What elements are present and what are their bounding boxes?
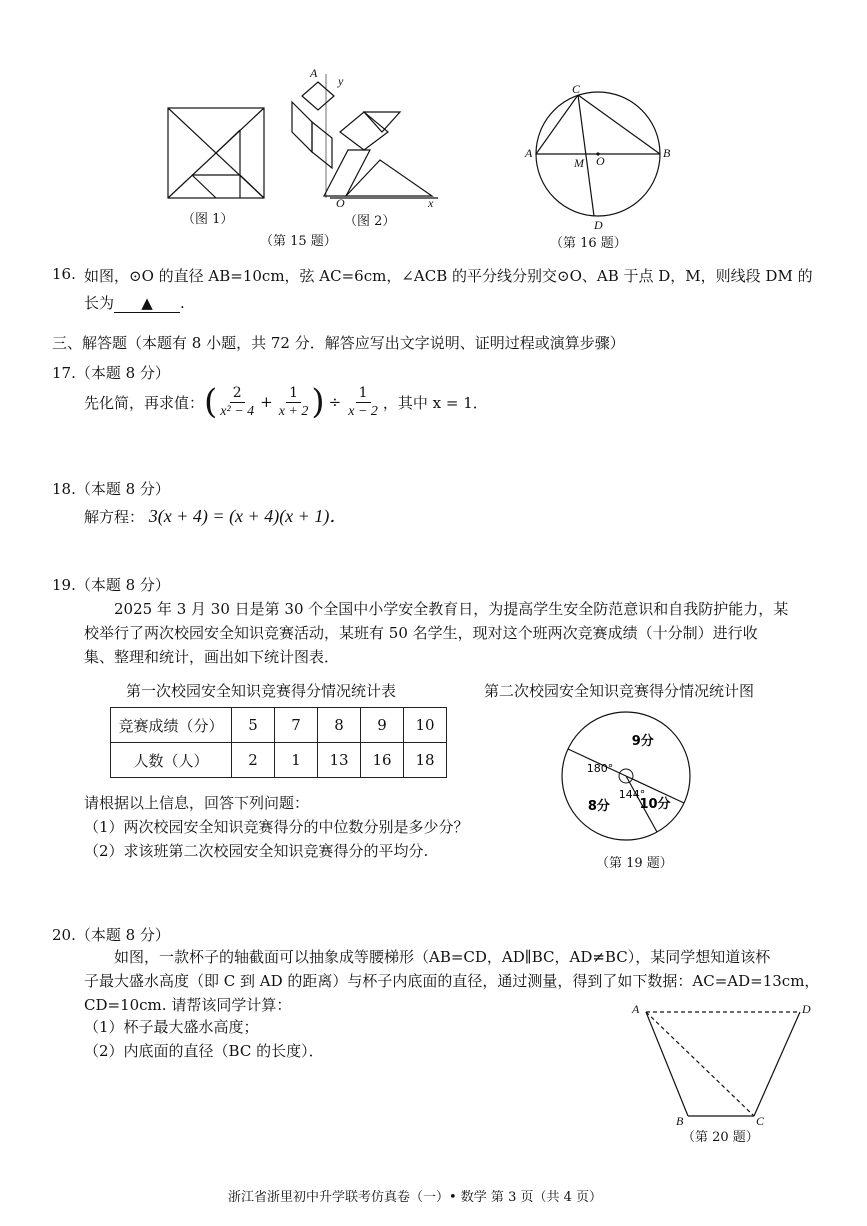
left-paren-icon: ( [204,382,218,422]
q16-answer-prefix: 长为 [84,294,115,312]
pie-chart-svg [560,702,700,848]
q19-ask: 请根据以上信息，回答下列问题： [84,794,310,812]
table-header-count: 人数（人） [111,743,232,778]
q19-sub1: （1）两次校园安全知识竞赛得分的中位数分别是多少分？ [84,818,469,836]
q20-caption: （第 20 题） [682,1130,759,1145]
fig2-label-y: y [338,74,344,88]
table-header-score: 竞赛成绩（分） [111,708,232,743]
fig2-caption: （图 2） [344,214,396,229]
q20-sub1: （1）杯子最大盛水高度； [84,1018,259,1036]
q17-plus: + [260,393,273,411]
q19-table-title: 第一次校园安全知识竞赛得分情况统计表 [126,682,397,700]
q20-label-A: A [632,1002,640,1016]
q19-score-table [110,707,447,778]
page-footer: 浙江省浙里初中升学联考仿真卷（一）• 数学 第 3 页（共 4 页） [228,1190,603,1205]
fig1-caption: （图 1） [182,212,234,227]
triangle-icon: ▲ [141,294,153,312]
table-cell: 10 [404,708,447,743]
q17-fraction-2: $\frac{1}{x + 2}$ [278,384,309,419]
q19-sub2: （2）求该班第二次校园安全知识竞赛得分的平均分. [84,842,429,860]
q20-para-line3: CD=10cm. 请帮该同学计算： [84,996,292,1014]
q20-sub2: （2）内底面的直径（BC 的长度）． [84,1042,324,1060]
q17-fraction-3: $\frac{1}{x - 2}$ [348,384,378,419]
q20-para-line1: 如图，一款杯子的轴截面可以抽象成等腰梯形（AB=CD，AD∥BC，AD≠BC），某同学想知道该杯 [114,948,771,966]
pie-angle-label: 180° [586,762,614,775]
q19-chart-title: 第二次校园安全知识竞赛得分情况统计图 [484,682,755,700]
figure-16 [520,80,680,250]
pie-slice-label: 9分 [631,734,654,749]
table-cell: 16 [361,743,404,778]
q17-prefix: 先化简，再求值： [84,393,205,412]
q16-text: 如图，⊙O 的直径 AB=10cm，弦 AC=6cm，∠ACB 的平分线分别交⊙O、AB 于点 D，M，则线段 DM 的 [84,267,813,285]
q18-equation-line [84,502,347,528]
q18-header: 18.（本题 8 分） [52,480,170,498]
fig16-label-A: A [525,146,533,160]
q19-para-line2: 校举行了两次校园安全知识竞赛活动，某班有 50 名学生，现对这个班两次竞赛成绩（十分制）进行收 [84,624,758,642]
q16-number: 16. [52,265,76,283]
table-cell: 1 [275,743,318,778]
q16-answer-suffix: . [180,294,185,312]
q16-line2 [84,292,185,313]
fig16-label-C: C [572,82,581,96]
table-row [111,743,447,778]
table-cell: 18 [404,743,447,778]
q19-header: 19.（本题 8 分） [52,576,170,594]
table-cell: 9 [361,708,404,743]
q17-header: 17.（本题 8 分） [52,364,170,382]
fig16-label-B: B [663,146,671,160]
figure-15 [150,60,450,250]
pie-slice-label: 10分 [639,797,671,813]
section-3-title: 三、解答题（本题有 8 小题，共 72 分．解答应写出文字说明、证明过程或演算步骤） [52,334,625,352]
fig2-label-O: O [336,196,345,210]
q17-expression [84,382,488,422]
trapezoid-svg [622,1000,822,1128]
fig16-label-M: M [574,156,584,170]
q19-para-line3: 集、整理和统计，画出如下统计图表． [84,648,340,666]
pie-angle-label: 144° [618,788,646,801]
table-row [111,708,447,743]
q17-fraction-1: $\frac{2}{\text{x² − 4}}$ [220,384,255,419]
tangram-figure-1 [150,60,450,210]
q20-label-D: D [802,1002,811,1016]
q19-para-line1: 2025 年 3 月 30 日是第 30 个全国中小学安全教育日，为提高学生安全防范意识和自我防护能力，某 [114,600,789,618]
figure-16-caption: （第 16 题） [550,236,627,251]
q20-header: 20.（本题 8 分） [52,926,170,944]
q17-suffix: ，其中 x = 1． [382,393,488,412]
q18-equation: 3(x + 4) = (x + 4)(x + 1)． [148,506,348,526]
table-cell: 8 [318,708,361,743]
fig16-label-D: D [594,218,603,232]
q19-pie-chart [560,702,700,848]
q16-answer-blank[interactable] [114,294,180,313]
figure-15-caption: （第 15 题） [260,234,337,249]
fig16-label-O: O [596,154,605,168]
fig2-label-A: A [310,66,318,80]
q20-label-B: B [676,1114,684,1128]
right-paren-icon: ) [311,382,325,422]
table-cell: 7 [275,708,318,743]
q20-para-line2: 子最大盛水高度（即 C 到 AD 的距离）与杯子内底面的直径，通过测量，得到了如下数据：AC=AD=13cm， [84,972,820,990]
table-cell: 13 [318,743,361,778]
q17-div: ÷ [328,393,342,411]
q20-label-C: C [756,1114,765,1128]
q19-caption: （第 19 题） [596,856,673,871]
q20-trapezoid-figure [622,1000,822,1148]
q18-prefix: 解方程： [84,508,145,526]
fig2-label-x: x [428,196,434,210]
pie-slice-label: 8分 [587,799,610,814]
table-cell: 2 [232,743,275,778]
table-cell: 5 [232,708,275,743]
